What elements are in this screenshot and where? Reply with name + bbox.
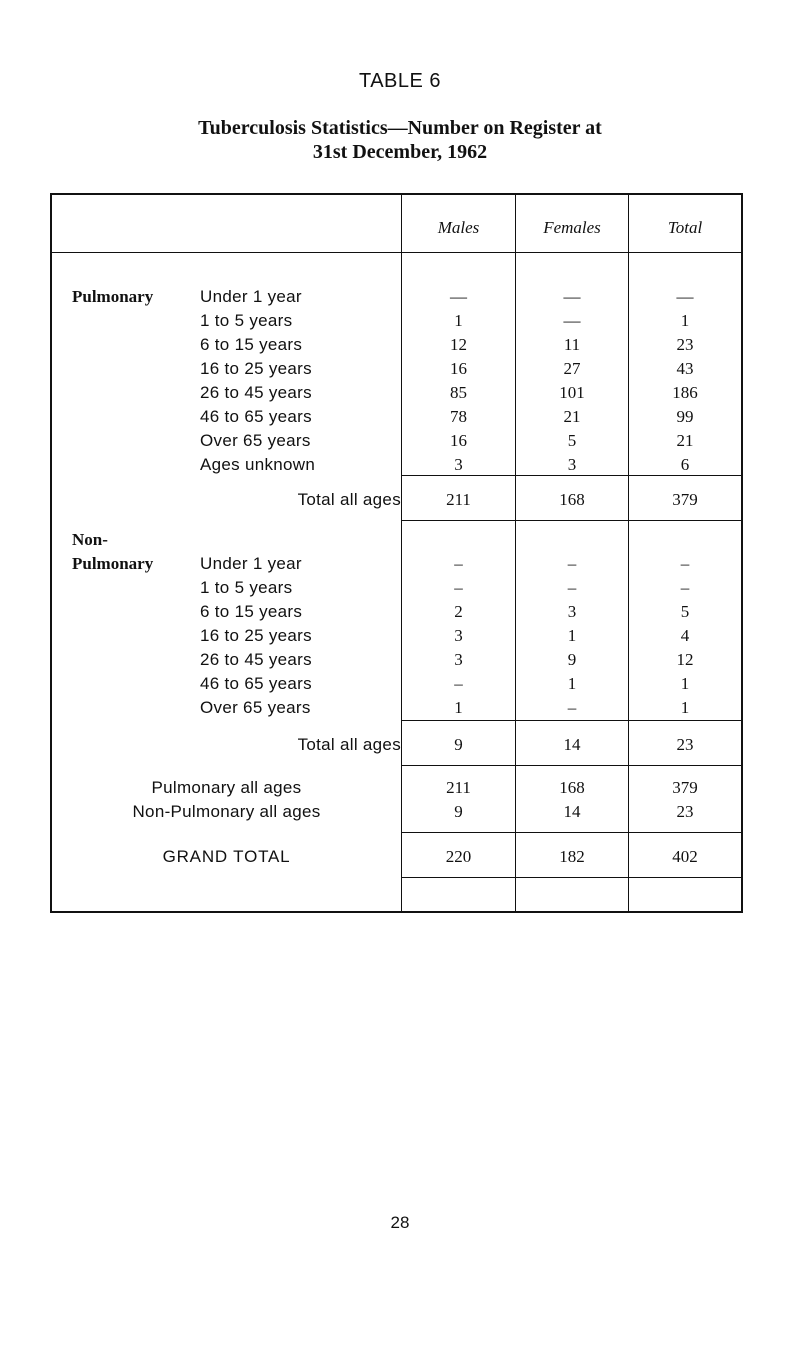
cell-total: —	[676, 287, 694, 306]
age-group-label: 16 to 25 years	[200, 626, 312, 645]
cell-females: 1	[567, 626, 577, 645]
page-number: 28	[390, 1213, 410, 1232]
age-group-label: 1 to 5 years	[200, 578, 293, 597]
table-subtitle-date: 31st December, 1962	[312, 141, 488, 163]
cell-total: 43	[676, 359, 694, 378]
cell-total: 1	[680, 311, 690, 330]
cell-females: 168	[559, 490, 585, 509]
cell-males: –	[454, 674, 463, 693]
cell-males: —	[450, 287, 467, 306]
group-label-non-pulmonary-line2: Pulmonary	[72, 554, 154, 573]
cell-females: 182	[559, 847, 585, 866]
cell-females: –	[567, 698, 577, 717]
cell-males: –	[454, 578, 463, 597]
cell-males: 3	[454, 626, 463, 645]
age-group-label: 6 to 15 years	[200, 335, 303, 354]
cell-females: 168	[559, 778, 585, 797]
age-group-label: Over 65 years	[200, 698, 311, 717]
cell-total: –	[680, 554, 690, 573]
cell-females: —	[563, 287, 581, 306]
cell-total: 23	[676, 802, 694, 821]
cell-females: —	[563, 311, 581, 330]
cell-females: 21	[563, 407, 581, 426]
age-group-label: 26 to 45 years	[200, 650, 312, 669]
pulmonary-subtotal-rule-top	[401, 475, 741, 476]
cell-females: 11	[563, 335, 581, 354]
age-group-label: Under 1 year	[200, 287, 302, 306]
cell-total: 23	[676, 735, 694, 754]
age-group-label: 46 to 65 years	[200, 674, 312, 693]
cell-females: 1	[567, 674, 577, 693]
cell-total: 1	[680, 674, 690, 693]
cell-females: 14	[563, 735, 581, 754]
cell-females: 101	[559, 383, 585, 402]
header-males: Males	[437, 218, 480, 237]
group-label-non-pulmonary: Non-	[72, 530, 108, 549]
cell-males: 2	[454, 602, 463, 621]
cell-males: 78	[450, 407, 467, 426]
cell-males: 12	[450, 335, 467, 354]
cell-total: 5	[680, 602, 690, 621]
cell-males: 220	[445, 847, 472, 866]
cell-total: 402	[672, 847, 698, 866]
cell-males: 3	[454, 650, 463, 669]
table-title: TABLE 6	[358, 70, 442, 92]
cell-males: –	[454, 554, 463, 573]
header-total: Total	[667, 218, 703, 237]
cell-total: 23	[676, 335, 694, 354]
age-group-label: 1 to 5 years	[200, 311, 293, 330]
cell-total: 6	[680, 455, 690, 474]
cell-females: –	[567, 578, 577, 597]
cell-total: –	[680, 578, 690, 597]
group-label-pulmonary: Pulmonary	[72, 287, 154, 306]
grand-total-rule-top	[401, 832, 741, 833]
subtotal-label: Total all ages	[297, 735, 401, 754]
cell-total: 1	[680, 698, 690, 717]
table-right-rule	[741, 193, 743, 913]
grand-total-label: GRAND TOTAL	[162, 847, 291, 866]
cell-females: 3	[567, 455, 577, 474]
age-group-label: Ages unknown	[200, 455, 316, 474]
header-females: Females	[543, 218, 601, 237]
cell-total: 379	[672, 490, 698, 509]
cell-males: 85	[450, 383, 467, 402]
age-group-label: Under 1 year	[200, 554, 302, 573]
cell-total: 99	[676, 407, 694, 426]
summary-label: Pulmonary all ages	[151, 778, 302, 797]
cell-males: 16	[450, 431, 467, 450]
cell-females: 3	[567, 602, 577, 621]
age-group-label: 46 to 65 years	[200, 407, 312, 426]
pulmonary-subtotal-rule-bottom	[401, 520, 741, 521]
cell-males: 9	[454, 735, 463, 754]
age-group-label: 16 to 25 years	[200, 359, 312, 378]
nonpulmonary-subtotal-rule-bottom	[401, 765, 741, 766]
nonpulmonary-subtotal-rule-top	[401, 720, 741, 721]
cell-total: 186	[672, 383, 698, 402]
cell-males: 211	[446, 778, 471, 797]
cell-total: 21	[676, 431, 694, 450]
table-bottom-rule	[50, 911, 742, 913]
grand-total-rule-bottom	[401, 877, 741, 878]
table-subtitle: Tuberculosis Statistics—Number on Register at	[198, 117, 602, 139]
cell-females: 27	[563, 359, 581, 378]
subtotal-label: Total all ages	[297, 490, 401, 509]
cell-total: 379	[672, 778, 698, 797]
age-group-label: Over 65 years	[200, 431, 311, 450]
summary-label: Non-Pulmonary all ages	[132, 802, 321, 821]
cell-total: 4	[680, 626, 690, 645]
cell-females: 5	[567, 431, 577, 450]
cell-total: 12	[676, 650, 694, 669]
cell-males: 3	[454, 455, 463, 474]
cell-males: 9	[454, 802, 463, 821]
cell-males: 1	[454, 698, 463, 717]
table-top-rule	[50, 193, 742, 195]
age-group-label: 6 to 15 years	[200, 602, 303, 621]
cell-females: 9	[567, 650, 577, 669]
cell-males: 211	[446, 490, 471, 509]
cell-females: 14	[563, 802, 581, 821]
age-group-label: 26 to 45 years	[200, 383, 312, 402]
header-rule	[50, 252, 742, 253]
cell-females: –	[567, 554, 577, 573]
cell-males: 16	[450, 359, 467, 378]
cell-males: 1	[454, 311, 463, 330]
